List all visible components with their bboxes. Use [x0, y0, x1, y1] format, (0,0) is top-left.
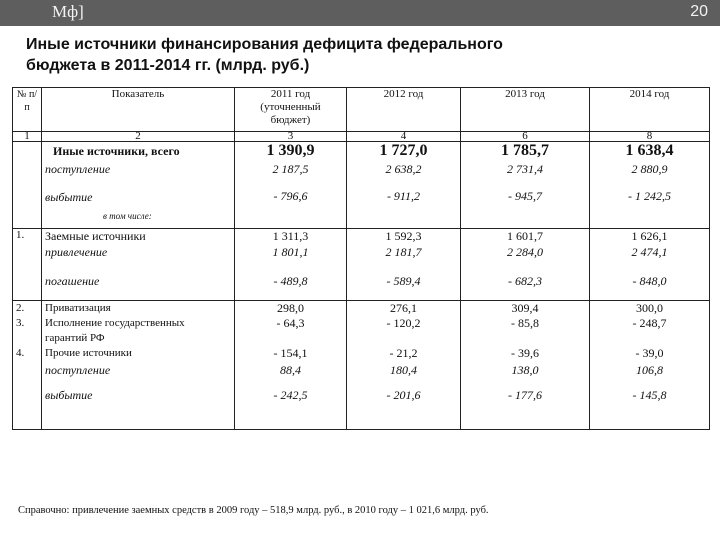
total-label: Иные источники, всего — [53, 144, 180, 158]
column-number: 3 — [235, 132, 347, 142]
other-inflow-label: поступление — [45, 363, 111, 377]
other-outflow-value: - 177,6 — [508, 388, 542, 402]
inflow-value: 2 638,2 — [385, 162, 422, 176]
col-header-2014: 2014 год — [590, 88, 710, 132]
column-number: 8 — [590, 132, 710, 142]
table-header-row — [13, 88, 710, 132]
total-value: 1 727,0 — [379, 142, 428, 159]
slide-header-bar — [0, 0, 720, 26]
value-cell-2014 — [590, 229, 710, 301]
row-num-cell — [13, 142, 42, 229]
attract-value: 2 284,0 — [507, 245, 543, 259]
col-header-num: № п/п — [13, 88, 42, 132]
repay-value: - 589,4 — [386, 274, 421, 288]
guarantees-value: - 85,8 — [511, 316, 539, 330]
total-outflow-label: выбытие — [45, 190, 93, 204]
value-cell-2011 — [235, 229, 347, 301]
outflow-value: - 945,7 — [508, 189, 542, 203]
row-num-cell: 1. — [13, 229, 42, 301]
guarantees-num: 3. — [16, 317, 25, 329]
repay-label: погашение — [45, 274, 100, 288]
privatization-value: 298,0 — [277, 301, 304, 315]
reference-footnote: Справочно: привлечение заемных средств в 2009 году – 518,9 млрд. руб., в 2010 году – 1 021,6 млрд. руб. — [18, 505, 489, 516]
repay-value: - 848,0 — [632, 274, 667, 288]
other-value: - 21,2 — [389, 346, 418, 360]
financing-table — [12, 87, 710, 430]
outflow-value: - 1 242,5 — [628, 189, 671, 203]
value-cell-2013 — [461, 229, 590, 301]
table-row-total — [13, 142, 710, 229]
loans-value: 1 601,7 — [507, 229, 543, 243]
loans-label: Заемные источники — [45, 229, 146, 243]
guarantees-label-line1: Исполнение государственных — [45, 317, 185, 329]
loans-value: 1 311,3 — [272, 229, 309, 243]
other-inflow-value: 88,4 — [280, 363, 301, 377]
col-header-2011-line3: бюджет) — [270, 114, 311, 126]
guarantees-value: - 64,3 — [276, 316, 305, 330]
other-outflow-value: - 201,6 — [386, 388, 421, 402]
col-header-2011 — [235, 88, 347, 132]
value-cell-2014 — [590, 142, 710, 229]
attract-value: 1 801,1 — [272, 245, 309, 259]
privatization-label: Приватизация — [45, 302, 111, 314]
total-inflow-label: поступление — [45, 162, 111, 176]
row-label-cell — [42, 229, 235, 301]
other-inflow-value: 180,4 — [390, 363, 417, 377]
table-row-other-sources — [13, 301, 710, 430]
column-number: 1 — [13, 132, 42, 142]
value-cell-2011 — [235, 301, 347, 430]
repay-value: - 489,8 — [273, 274, 308, 288]
privatization-value: 309,4 — [511, 301, 539, 315]
other-outflow-value: - 242,5 — [273, 388, 308, 402]
inflow-value: 2 731,4 — [507, 162, 543, 176]
repay-value: - 682,3 — [508, 274, 542, 288]
loans-value: 1 626,1 — [631, 229, 668, 243]
total-value: 1 390,9 — [266, 142, 315, 159]
col-header-2013: 2013 год — [461, 88, 590, 132]
value-cell-2014 — [590, 301, 710, 430]
other-num: 4. — [16, 347, 25, 359]
including-label: в том числе: — [103, 211, 152, 221]
column-number-row — [13, 132, 710, 142]
col-header-2011-line2: (уточненный — [260, 101, 321, 113]
guarantees-value: - 120,2 — [386, 316, 421, 330]
inflow-value: 2 187,5 — [272, 162, 309, 176]
col-header-2012: 2012 год — [347, 88, 461, 132]
value-cell-2012 — [347, 301, 461, 430]
page-title — [26, 34, 646, 76]
title-line-1: Иные источники финансирования дефицита федерального — [26, 36, 503, 53]
column-number: 6 — [461, 132, 590, 142]
guarantees-label-line2: гарантий РФ — [45, 332, 105, 344]
column-number: 2 — [42, 132, 235, 142]
other-outflow-label: выбытие — [45, 388, 93, 402]
row-num-cell — [13, 301, 42, 430]
other-value: - 39,0 — [635, 346, 664, 360]
other-outflow-value: - 145,8 — [632, 388, 667, 402]
col-header-2011-line1: 2011 год — [270, 88, 311, 100]
table-row-loans — [13, 229, 710, 301]
column-number: 4 — [347, 132, 461, 142]
page-number: 20 — [690, 3, 708, 20]
privatization-value: 276,1 — [390, 301, 417, 315]
inflow-value: 2 880,9 — [631, 162, 668, 176]
ministry-logo: Мф] — [52, 2, 84, 21]
other-inflow-value: 138,0 — [511, 363, 539, 377]
value-cell-2012 — [347, 142, 461, 229]
title-line-2: бюджета в 2011-2014 гг. (млрд. руб.) — [26, 57, 310, 74]
row-label-cell — [42, 301, 235, 430]
privatization-num: 2. — [16, 302, 25, 314]
value-cell-2011 — [235, 142, 347, 229]
value-cell-2013 — [461, 301, 590, 430]
privatization-value: 300,0 — [636, 301, 663, 315]
loans-value: 1 592,3 — [385, 229, 422, 243]
attract-value: 2 181,7 — [385, 245, 422, 259]
other-label: Прочие источники — [45, 347, 132, 359]
other-inflow-value: 106,8 — [636, 363, 663, 377]
attract-value: 2 474,1 — [631, 245, 668, 259]
outflow-value: - 796,6 — [273, 189, 308, 203]
other-value: - 39,6 — [511, 346, 539, 360]
attract-label: привлечение — [45, 245, 108, 259]
value-cell-2013 — [461, 142, 590, 229]
outflow-value: - 911,2 — [386, 189, 421, 203]
other-value: - 154,1 — [273, 346, 308, 360]
total-value: 1 785,7 — [501, 142, 549, 159]
total-value: 1 638,4 — [625, 142, 674, 159]
value-cell-2012 — [347, 229, 461, 301]
row-label-cell — [42, 142, 235, 229]
guarantees-value: - 248,7 — [632, 316, 667, 330]
col-header-indicator: Показатель — [42, 88, 235, 132]
